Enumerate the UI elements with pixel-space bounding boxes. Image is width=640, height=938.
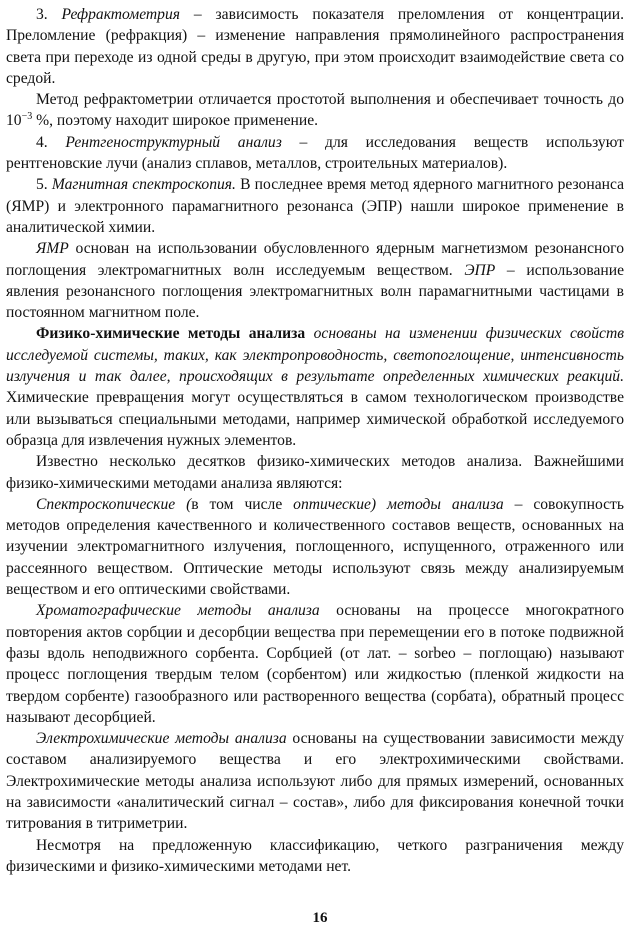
italic-term: Рефрактометрия bbox=[61, 6, 181, 23]
paragraph bbox=[6, 600, 624, 728]
text-run: В последнее время метод ядерного магнитного резонанса (ЯМР) и электронного парамагнитного резонанса (ЭПР) нашли широкое применение в аналитической химии. bbox=[6, 176, 624, 236]
paragraph bbox=[6, 323, 624, 451]
text-run: Метод рефрактометрии отличается простотой выполнения и обеспечивает точность до 10 bbox=[6, 91, 624, 130]
italic-term: оптические) методы анализа bbox=[293, 495, 504, 513]
text-run: основаны на существовании зависимости между составом анализируемого вещества и его электрохимическими свойствами. Электрохимические методы анализа используют либо для прямых измерений, основанных на зависимости «аналитический сигнал – состав», либо для фиксирования конечной точки титрования в титриметрии. bbox=[6, 730, 624, 833]
paragraph bbox=[6, 494, 624, 600]
italic-term: ЯМР bbox=[36, 240, 69, 258]
text-run: 3. bbox=[36, 6, 62, 23]
page-body bbox=[6, 4, 624, 877]
italic-term: Рентгеноструктурный анализ bbox=[65, 133, 282, 151]
text-run: 4. bbox=[36, 133, 66, 151]
text-run: 5. bbox=[36, 176, 52, 194]
italic-term: Магнитная спектроскопия. bbox=[51, 176, 236, 194]
text-run: Несмотря на предложенную классификацию, четкого разграничения между физическими и физико-химическими методами нет. bbox=[6, 836, 624, 875]
paragraph bbox=[6, 174, 624, 238]
superscript: −3 bbox=[21, 111, 33, 123]
paragraph bbox=[6, 132, 624, 175]
paragraph bbox=[6, 89, 624, 132]
paragraph bbox=[6, 4, 624, 89]
text-run: Известно несколько десятков физико-химических методов анализа. Важнейшими физико-химическими методами анализа являются: bbox=[6, 453, 624, 492]
text-run: – совокупность методов определения качественного и количественного составов веществ, основанных на изучении электромагнитного излучения, поглощенного, испущенного, отраженного или рассеянного веществом. Оптические методы используют связь между анализируемым веществом и его оптическими свойствами. bbox=[6, 495, 624, 599]
paragraph bbox=[6, 238, 624, 323]
text-run: основан на использовании обусловленного ядерным магнетизмом резонансного поглощения электромагнитных волн исследуемым веществом. bbox=[6, 240, 624, 279]
italic-term: Спектроскопические ( bbox=[36, 495, 192, 513]
paragraph bbox=[6, 728, 624, 834]
text-run: – для исследования веществ используют рентгеновские лучи (анализ сплавов, металлов, строительных материалов). bbox=[6, 133, 624, 173]
text-run: – зависимость показателя преломления от концентрации. Преломление (рефракция) – изменение направления прямолинейного распространения света при переходе из одной среды в другую, при этом происходит взаимодействие света со средой. bbox=[6, 6, 625, 87]
text-run: в том числе bbox=[191, 495, 294, 513]
text-run: %, поэтому находит широкое применение. bbox=[32, 112, 319, 130]
text-run: основаны на процессе многократного повторения актов сорбции и десорбции вещества при перемещении его в потоке подвижной фазы вдоль неподвижного сорбента. Сорбцией (от лат. – sorbeo – поглощаю) называют процесс поглощения твердым телом (сорбентом) или жидкостью (пленкой жидкости на твердом сорбенте) газообразного или растворенного вещества (сорбата), обратный процесс называют десорбцией. bbox=[6, 602, 624, 726]
paragraph bbox=[6, 835, 624, 878]
paragraph bbox=[6, 451, 624, 494]
page-number: 16 bbox=[312, 910, 328, 926]
italic-term: Электрохимические методы анализа bbox=[36, 730, 287, 748]
italic-term: Хроматографические методы анализа bbox=[36, 602, 320, 620]
italic-term: основаны на изменении физических свойств исследуемой системы, таких, как электропроводность, светопоглощение, интенсивность излучения и так далее, происходящих в результате определенных химических реакций. bbox=[6, 325, 624, 386]
text-run: – использование явления резонансного поглощения электромагнитных волн парамагнитными частицами в постоянном магнитном поле. bbox=[6, 261, 625, 322]
bold-term: Физико-химические методы анализа bbox=[36, 325, 306, 343]
italic-term: ЭПР bbox=[464, 261, 496, 279]
text-run: Химические превращения могут осуществляться в самом технологическом производстве или вызываться специальными методами, например химической обработкой исследуемого образца для извлечения нужных элементов. bbox=[6, 389, 624, 449]
